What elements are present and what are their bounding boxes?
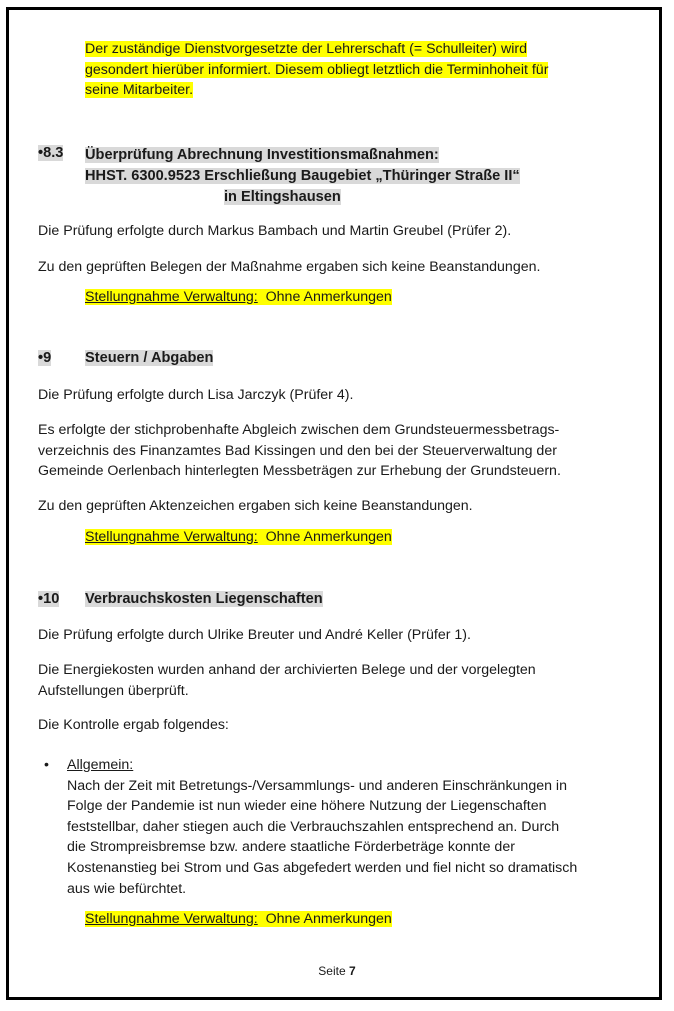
section-9-heading xyxy=(85,350,213,366)
section-8-3-p1: Die Prüfung erfolgte durch Markus Bambach und Martin Greubel (Prüfer 2). xyxy=(38,223,512,239)
section-10-number xyxy=(38,591,59,607)
page-footer xyxy=(0,964,674,978)
section-9-title: Steuern / Abgaben xyxy=(85,350,214,366)
section-bullet: • xyxy=(38,591,44,607)
section-10-heading xyxy=(85,591,323,607)
statement-label: Stellungnahme Verwaltung: xyxy=(85,289,258,305)
section-10-p3: Die Kontrolle ergab folgendes: xyxy=(38,717,229,733)
section-8-3-title: Überprüfung Abrechnung Investitionsmaßnahmen: xyxy=(85,147,439,163)
section-8-3-number xyxy=(38,145,63,161)
statement-label: Stellungnahme Verwaltung: xyxy=(85,911,258,927)
section-9-p2-line: Es erfolgte der stichprobenhafte Abgleich zwischen dem Grundsteuermessbetrags- xyxy=(38,422,560,438)
section-number: 10 xyxy=(43,591,60,607)
section-10-p1: Die Prüfung erfolgte durch Ulrike Breuter und André Keller (Prüfer 1). xyxy=(38,627,471,643)
list-item-line: feststellbar, daher stiegen auch die Verbrauchszahlen entsprechend an. Durch xyxy=(67,818,560,835)
section-8-3-title-2: HHST. 6300.9523 Erschließung Baugebiet „Thüringer Straße II“ xyxy=(85,168,520,184)
statement-value: Ohne Anmerkungen xyxy=(265,911,392,927)
page-label: Seite xyxy=(318,964,346,978)
statement-label: Stellungnahme Verwaltung: xyxy=(85,529,258,545)
intro-line-2: gesondert hierüber informiert. Diesem obliegt letztlich die Terminhoheit für xyxy=(85,61,549,78)
section-10-p2 xyxy=(38,660,536,701)
section-number: 8.3 xyxy=(43,145,64,161)
section-9-p2 xyxy=(38,420,561,482)
section-bullet: • xyxy=(38,350,44,366)
section-10-title: Verbrauchskosten Liegenschaften xyxy=(85,591,323,607)
section-9-p2-line: Gemeinde Oerlenbach hinterlegten Messbeträgen zur Erhebung der Grundsteuern. xyxy=(38,463,561,480)
section-number: 9 xyxy=(43,350,52,366)
intro-line-1: Der zuständige Dienstvorgesetzte der Lehrerschaft (= Schulleiter) wird xyxy=(85,41,527,57)
list-item-line: die Strompreisbremse bzw. andere staatliche Förderbeträge konnte der xyxy=(67,839,515,856)
section-10-p2-line: Die Energiekosten wurden anhand der archivierten Belege und der vorgelegten xyxy=(38,662,536,678)
statement-value: Ohne Anmerkungen xyxy=(265,529,392,545)
page-number: 7 xyxy=(349,964,356,978)
section-bullet: • xyxy=(38,145,44,161)
intro-line-3: seine Mitarbeiter. xyxy=(85,82,194,99)
list-item-line: Folge der Pandemie ist nun wieder eine höhere Nutzung der Liegenschaften xyxy=(67,798,547,815)
section-9-statement xyxy=(85,527,392,548)
statement-value: Ohne Anmerkungen xyxy=(265,289,392,305)
section-9-p3: Zu den geprüften Aktenzeichen ergaben sich keine Beanstandungen. xyxy=(38,498,473,514)
list-item-line: aus wie befürchtet. xyxy=(67,880,187,897)
section-8-3-p2: Zu den geprüften Belegen der Maßnahme ergaben sich keine Beanstandungen. xyxy=(38,259,541,275)
intro-paragraph xyxy=(85,39,548,101)
list-item-line: Nach der Zeit mit Betretungs-/Versammlungs- und anderen Einschränkungen in xyxy=(67,777,567,794)
list-item-title: Allgemein: xyxy=(67,757,134,773)
list-item-allgemein xyxy=(67,755,577,899)
section-9-p2-line: verzeichnis des Finanzamtes Bad Kissingen und den bei der Steuerverwaltung der xyxy=(38,442,557,459)
section-8-3-title-3: in Eltingshausen xyxy=(224,189,341,205)
list-item-line: Kostenanstieg bei Strom und Gas abgefedert werden und fiel nicht so dramatisch xyxy=(67,859,578,876)
section-9-number xyxy=(38,350,51,366)
section-10-statement xyxy=(85,909,392,930)
section-8-3-heading xyxy=(85,145,520,208)
list-bullet: • xyxy=(44,757,49,773)
section-9-p1: Die Prüfung erfolgte durch Lisa Jarczyk (Prüfer 4). xyxy=(38,387,354,403)
section-8-3-statement xyxy=(85,287,392,308)
section-10-p2-line: Aufstellungen überprüft. xyxy=(38,682,189,699)
